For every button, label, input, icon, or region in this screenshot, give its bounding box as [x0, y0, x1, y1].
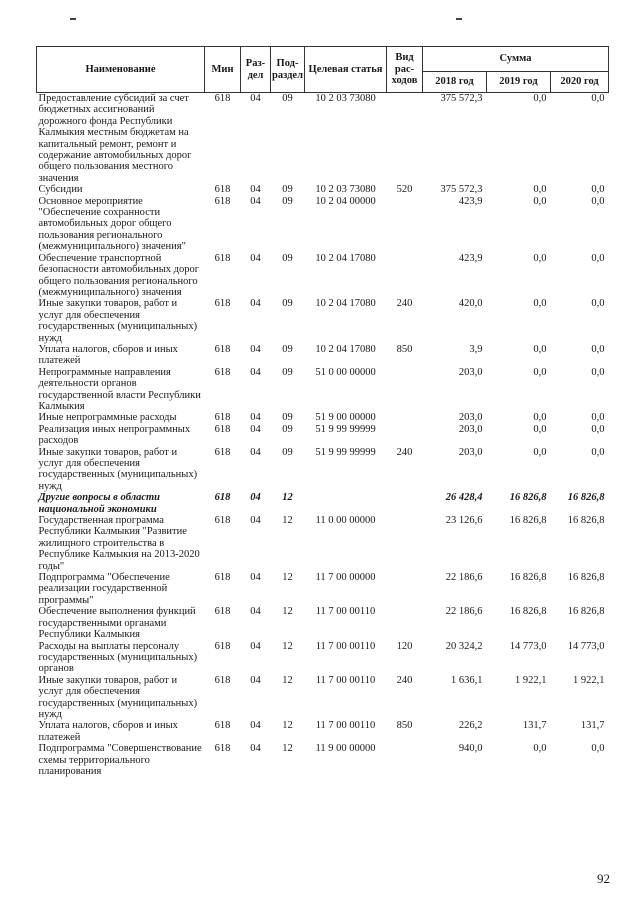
row-podrazdel: 09 — [282, 195, 293, 207]
row-min: 618 — [214, 515, 231, 527]
row-name: Иные закупки товаров, работ и услуг для обеспечения государственных (муниципальных) нужд — [38, 446, 198, 492]
row-sum-2018: 203,0 — [458, 366, 483, 378]
row-sum-2018: 940,0 — [458, 743, 483, 755]
row-sum-2020: 16 826,8 — [567, 492, 605, 504]
table-row — [37, 641, 609, 675]
row-name: Расходы на выплаты персоналу государственных (муниципальных) органов — [38, 640, 198, 675]
row-sum-2020: 0,0 — [591, 743, 605, 755]
table-row — [37, 606, 609, 640]
table-row — [37, 93, 609, 185]
row-vid: 240 — [396, 298, 413, 310]
row-sum-2020: 1 922,1 — [573, 674, 605, 686]
row-sum-2018: 420,0 — [458, 298, 483, 310]
row-target: 11 7 00 00000 — [315, 572, 376, 584]
row-min: 618 — [214, 720, 231, 732]
row-name: Обеспечение транспортной безопасности автомобильных дорог общего пользования регионального (межмуниципального) значения — [38, 252, 200, 298]
row-podrazdel: 12 — [282, 674, 293, 686]
row-sum-2018: 375 572,3 — [440, 93, 483, 104]
row-sum-2020: 0,0 — [591, 446, 605, 458]
table-row — [37, 253, 609, 299]
row-vid — [387, 572, 423, 606]
row-target: 10 2 04 17080 — [315, 252, 376, 264]
table-row — [37, 720, 609, 743]
row-vid — [387, 743, 423, 777]
row-sum-2018: 20 324,2 — [445, 640, 483, 652]
row-sum-2019: 131,7 — [522, 720, 547, 732]
row-razdel: 04 — [250, 195, 261, 207]
row-razdel: 04 — [250, 515, 261, 527]
row-min: 618 — [214, 93, 231, 104]
table-row — [37, 492, 609, 515]
row-name: Основное мероприятие "Обеспечение сохранности автомобильных дорог общего пользования регионального (межмуниципального) значения" — [38, 195, 186, 253]
row-name: Иные закупки товаров, работ и услуг для обеспечения государственных (муниципальных) нужд — [38, 298, 198, 344]
row-min: 618 — [214, 184, 231, 196]
row-razdel: 04 — [250, 298, 261, 310]
row-podrazdel: 09 — [282, 343, 293, 355]
row-sum-2018: 26 428,4 — [445, 492, 483, 504]
row-sum-2018: 375 572,3 — [440, 184, 483, 196]
table-row — [37, 447, 609, 493]
row-sum-2020: 0,0 — [591, 184, 605, 196]
row-target: 11 9 00 00000 — [315, 743, 376, 755]
header-podrazdel: Под-раздел — [271, 47, 305, 93]
row-name: Другие вопросы в области национальной экономики — [38, 492, 161, 515]
row-min: 618 — [214, 640, 231, 652]
table-row — [37, 196, 609, 253]
row-min: 618 — [214, 446, 231, 458]
row-razdel: 04 — [250, 674, 261, 686]
row-sum-2019: 0,0 — [533, 195, 547, 207]
row-target: 10 2 04 00000 — [315, 195, 376, 207]
row-min: 618 — [214, 252, 231, 264]
row-razdel: 04 — [250, 366, 261, 378]
row-podrazdel: 09 — [282, 93, 293, 104]
row-razdel: 04 — [250, 184, 261, 196]
row-sum-2019: 0,0 — [533, 743, 547, 755]
table-row — [37, 743, 609, 777]
row-vid — [387, 196, 423, 253]
row-sum-2020: 0,0 — [591, 343, 605, 355]
row-podrazdel: 09 — [282, 446, 293, 458]
row-min: 618 — [214, 492, 231, 504]
row-podrazdel: 12 — [282, 492, 293, 504]
row-min: 618 — [214, 606, 231, 618]
row-razdel: 04 — [250, 423, 261, 435]
row-target — [305, 492, 387, 515]
budget-table — [36, 46, 609, 777]
row-sum-2019: 0,0 — [533, 93, 547, 104]
row-sum-2019: 0,0 — [533, 423, 547, 435]
header-2020: 2020 год — [551, 72, 609, 93]
row-vid — [387, 606, 423, 640]
row-min: 618 — [214, 343, 231, 355]
row-podrazdel: 12 — [282, 720, 293, 732]
row-sum-2018: 423,9 — [458, 195, 483, 207]
header-name: Наименование — [37, 47, 205, 93]
row-vid: 850 — [396, 720, 413, 732]
row-vid: 240 — [396, 446, 413, 458]
row-sum-2020: 131,7 — [580, 720, 605, 732]
row-target: 51 0 00 00000 — [315, 366, 376, 378]
row-sum-2018: 3,9 — [469, 343, 483, 355]
row-sum-2019: 0,0 — [533, 343, 547, 355]
row-min: 618 — [214, 298, 231, 310]
row-razdel: 04 — [250, 412, 261, 424]
row-target: 51 9 99 99999 — [315, 446, 376, 458]
row-vid — [387, 367, 423, 413]
row-podrazdel: 09 — [282, 366, 293, 378]
row-sum-2020: 16 826,8 — [567, 572, 605, 584]
row-razdel: 04 — [250, 743, 261, 755]
row-sum-2020: 16 826,8 — [567, 606, 605, 618]
row-podrazdel: 09 — [282, 412, 293, 424]
row-vid — [387, 424, 423, 447]
row-sum-2018: 22 186,6 — [445, 606, 483, 618]
row-sum-2018: 203,0 — [458, 423, 483, 435]
row-vid — [387, 492, 423, 515]
row-sum-2019: 0,0 — [533, 252, 547, 264]
row-razdel: 04 — [250, 492, 261, 504]
row-target: 10 2 04 17080 — [315, 298, 376, 310]
row-name: Подпрограмма "Обеспечение реализации государственной программы" — [38, 572, 170, 606]
row-sum-2018: 1 636,1 — [451, 674, 483, 686]
row-min: 618 — [214, 195, 231, 207]
row-vid — [387, 412, 423, 423]
row-sum-2018: 23 126,6 — [445, 515, 483, 527]
row-sum-2020: 16 826,8 — [567, 515, 605, 527]
row-sum-2019: 0,0 — [533, 446, 547, 458]
row-vid: 120 — [396, 640, 413, 652]
row-target: 11 0 00 00000 — [315, 515, 376, 527]
row-sum-2019: 16 826,8 — [509, 515, 547, 527]
row-podrazdel: 09 — [282, 298, 293, 310]
row-razdel: 04 — [250, 606, 261, 618]
row-podrazdel: 09 — [282, 252, 293, 264]
row-min: 618 — [214, 743, 231, 755]
table-body — [37, 93, 609, 778]
row-sum-2019: 16 826,8 — [509, 606, 547, 618]
row-podrazdel: 12 — [282, 515, 293, 527]
row-name: Непрограммные направления деятельности органов государственной власти Республики Калмыкия — [38, 366, 201, 412]
row-razdel: 04 — [250, 343, 261, 355]
row-min: 618 — [214, 572, 231, 584]
row-sum-2019: 1 922,1 — [515, 674, 547, 686]
row-sum-2020: 0,0 — [591, 423, 605, 435]
row-sum-2019: 0,0 — [533, 366, 547, 378]
table-row — [37, 367, 609, 413]
row-sum-2020: 0,0 — [591, 93, 605, 104]
row-sum-2019: 0,0 — [533, 298, 547, 310]
row-sum-2020: 0,0 — [591, 252, 605, 264]
row-vid: 520 — [396, 184, 413, 196]
row-sum-2018: 423,9 — [458, 252, 483, 264]
row-target: 11 7 00 00110 — [315, 640, 376, 652]
header-target: Целевая статья — [305, 47, 387, 93]
row-sum-2018: 22 186,6 — [445, 572, 483, 584]
row-name: Подпрограмма "Совершенствование схемы территориального планирования — [38, 743, 202, 777]
row-min: 618 — [214, 423, 231, 435]
row-podrazdel: 12 — [282, 572, 293, 584]
row-target: 51 9 00 00000 — [315, 412, 376, 424]
row-target: 10 2 04 17080 — [315, 343, 376, 355]
table-row — [37, 344, 609, 367]
scan-mark-left — [70, 18, 76, 20]
row-target: 11 7 00 00110 — [315, 720, 376, 732]
page-number: 92 — [597, 871, 610, 886]
header-sum: Сумма — [423, 47, 609, 72]
row-podrazdel: 09 — [282, 184, 293, 196]
row-sum-2020: 0,0 — [591, 298, 605, 310]
row-sum-2020: 14 773,0 — [567, 640, 605, 652]
row-target: 11 7 00 00110 — [315, 674, 376, 686]
row-sum-2019: 0,0 — [533, 412, 547, 424]
table-row — [37, 424, 609, 447]
row-min: 618 — [214, 674, 231, 686]
row-razdel: 04 — [250, 252, 261, 264]
table-row — [37, 184, 609, 195]
row-podrazdel: 12 — [282, 743, 293, 755]
row-podrazdel: 12 — [282, 606, 293, 618]
header-2019: 2019 год — [487, 72, 551, 93]
table-row — [37, 298, 609, 344]
row-name: Иные непрограммные расходы — [38, 412, 177, 424]
row-razdel: 04 — [250, 720, 261, 732]
row-sum-2020: 0,0 — [591, 366, 605, 378]
row-sum-2019: 16 826,8 — [509, 492, 547, 504]
row-min: 618 — [214, 412, 231, 424]
row-min: 618 — [214, 366, 231, 378]
row-sum-2018: 226,2 — [458, 720, 483, 732]
header-min: Мин — [205, 47, 241, 93]
header-vid: Вид рас-ходов — [387, 47, 423, 93]
row-name: Обеспечение выполнения функций государственными органами Республики Калмыкия — [38, 606, 196, 641]
table-row — [37, 572, 609, 606]
row-razdel: 04 — [250, 93, 261, 104]
row-name: Государственная программа Республики Калмыкия "Развитие жилищного строительства в Республике Калмыкия на 2013-2020 годы" — [38, 515, 200, 572]
row-name: Субсидии — [38, 184, 83, 196]
row-sum-2020: 0,0 — [591, 412, 605, 424]
row-sum-2019: 16 826,8 — [509, 572, 547, 584]
row-vid — [387, 253, 423, 299]
table-row — [37, 675, 609, 721]
row-target: 51 9 99 99999 — [315, 423, 376, 435]
row-target: 11 7 00 00110 — [315, 606, 376, 618]
table-row — [37, 515, 609, 572]
row-name: Иные закупки товаров, работ и услуг для обеспечения государственных (муниципальных) нужд — [38, 674, 198, 720]
row-vid — [387, 515, 423, 572]
row-name: Реализация иных непрограммных расходов — [38, 423, 191, 447]
scan-mark-right — [456, 18, 462, 20]
row-name: Предоставление субсидий за счет бюджетных ассигнований дорожного фонда Республики Калмыкия местным бюджетам на капитальный ремонт, ремонт и содержание автомобильных дорог общего пользования местного значения — [38, 93, 192, 184]
row-vid: 850 — [396, 343, 413, 355]
row-sum-2019: 14 773,0 — [509, 640, 547, 652]
row-name: Уплата налогов, сборов и иных платежей — [38, 343, 178, 367]
row-sum-2018: 203,0 — [458, 412, 483, 424]
row-sum-2018: 203,0 — [458, 446, 483, 458]
row-sum-2020: 0,0 — [591, 195, 605, 207]
row-target: 10 2 03 73080 — [315, 93, 376, 104]
header-2018: 2018 год — [423, 72, 487, 93]
row-target: 10 2 03 73080 — [315, 184, 376, 196]
row-razdel: 04 — [250, 572, 261, 584]
row-razdel: 04 — [250, 640, 261, 652]
row-podrazdel: 09 — [282, 423, 293, 435]
row-vid — [387, 93, 423, 185]
row-sum-2019: 0,0 — [533, 184, 547, 196]
row-name: Уплата налогов, сборов и иных платежей — [38, 720, 178, 743]
row-vid: 240 — [396, 674, 413, 686]
header-razdel: Раз-дел — [241, 47, 271, 93]
table-row — [37, 412, 609, 423]
row-podrazdel: 12 — [282, 640, 293, 652]
row-razdel: 04 — [250, 446, 261, 458]
